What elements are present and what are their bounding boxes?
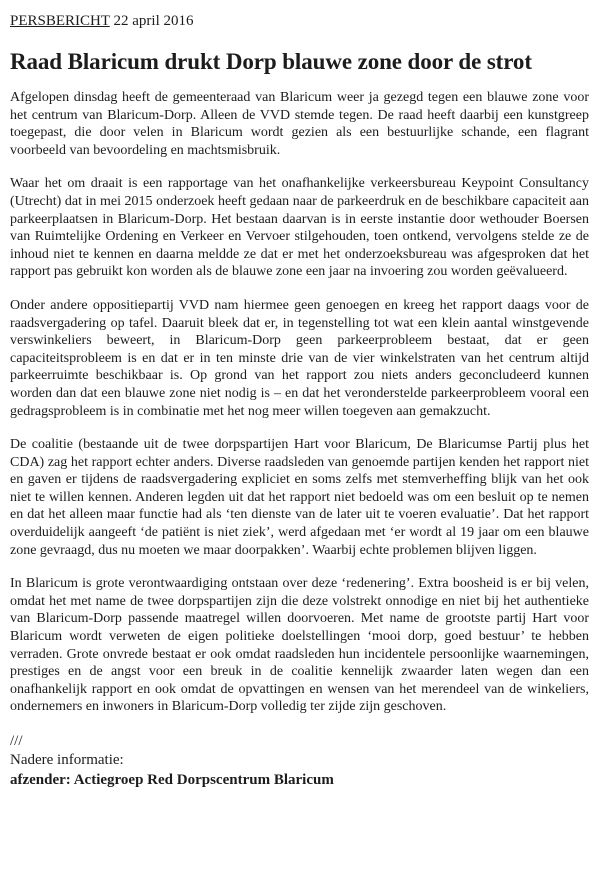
sender-line: afzender: Actiegroep Red Dorpscentrum Blaricum bbox=[10, 772, 334, 788]
document-header bbox=[10, 11, 589, 31]
persbericht-label: PERSBERICHT bbox=[10, 13, 110, 29]
body-paragraph-5: In Blaricum is grote verontwaardiging ontstaan over deze ‘redenering’. Extra boosheid is er bij velen, omdat het met name de twee dorpspartijen zijn die deze volstrekt onnodige en niet bij het authentieke van Blaricum-Dorp passende maatregel willen doorvoeren. Met name de grootste partij Hart voor Blaricum wordt verweten de eigen politieke doelstellingen ‘mooi dorp, goed bestuur’ te hebben verraden. Grote onvrede bestaat er ook omdat raadsleden hun incidentele persoonlijke waarnemingen, prestiges en de angst voor een breuk in de coalitie kennelijk zwaarder laten wegen dan een onafhankelijk rapport en ook omdat de opvattingen en wensen van het merendeel van de winkeliers, ondernemers en inwoners in Blaricum-Dorp volledig ter zijde zijn geschoven. bbox=[10, 576, 589, 715]
end-mark: /// bbox=[10, 733, 23, 749]
date-text: 22 april 2016 bbox=[113, 13, 194, 29]
body-paragraph-1: Afgelopen dinsdag heeft de gemeenteraad van Blaricum weer ja gezegd tegen een blauwe zone voor het centrum van Blaricum-Dorp. Alleen de VVD stemde tegen. De raad heeft daarbij een kunstgreep toegepast, die door velen in Blaricum wordt gezien als een bestuurlijke schande, een flagrant voorbeeld van bevoordeling en machtsmisbruik. bbox=[10, 90, 589, 158]
body-paragraph-4: De coalitie (bestaande uit de twee dorpspartijen Hart voor Blaricum, De Blaricumse Partij plus het CDA) zag het rapport echter anders. Diverse raadsleden van genoemde partijen kenden het rapport niet en gaven er tijdens de raadsvergadering expliciet en soms zelfs met stemverheffing blijk van het ook niet te willen kennen. Anderen legden uit dat het rapport niet bedoeld was om een besluit op te nemen en dat het alleen maar functie had als ‘ten dienste van de later uit te voeren evaluatie’. Dat het rapport overduidelijk aangeeft ‘de patiënt is niet ziek’, werd afgedaan met ‘er wordt al 19 jaar om een blauwe zone gevraagd, dus nu moeten we maar doorpakken’. Waarbij echte problemen blijven liggen. bbox=[10, 437, 589, 558]
more-info-label: Nadere informatie: bbox=[10, 752, 124, 768]
body-paragraph-3: Onder andere oppositiepartij VVD nam hiermee geen genoegen en kreeg het rapport daags voor de raadsvergadering op tafel. Daaruit bleek dat er, in tegenstelling tot wat een klein aantal winstgevende verswinkeliers beweert, in Blaricum-Dorp geen parkeerprobleem bestaat, dat er geen capaciteitsprobleem is en dat er in ten minste drie van de vier winkelstraten van het centrum altijd parkeerruimte beschikbaar is. Op grond van het rapport zou niets anders geconcludeerd kunnen worden dan dat een blauwe zone niet nodig is – en dat het veronderstelde parkeerprobleem vooral een gedragsprobleem is in combinatie met het nog meer willen toegeven aan gemakzucht. bbox=[10, 297, 589, 419]
document-footer bbox=[10, 732, 589, 790]
body-paragraph-2: Waar het om draait is een rapportage van het onafhankelijke verkeersbureau Keypoint Consultancy (Utrecht) dat in mei 2015 onderzoek heeft gedaan naar de parkeerdruk en de beschikbare capaciteit aan parkeerplaatsen in Blaricum-Dorp. Het bestaan daarvan is in eerste instantie door wethouder Boersen van Ruimtelijke Ordening en Verkeer en Vervoer stilgehouden, toen ontkend, vervolgens stelde ze de inhoud niet te kennen en daarna meldde ze dat er met het onderzoeksbureau was afgesproken dat het rapport pas gebruikt kon worden als de blauwe zone een jaar na invoering zou worden geëvalueerd. bbox=[10, 176, 589, 280]
page-title: Raad Blaricum drukt Dorp blauwe zone door de strot bbox=[10, 49, 532, 74]
